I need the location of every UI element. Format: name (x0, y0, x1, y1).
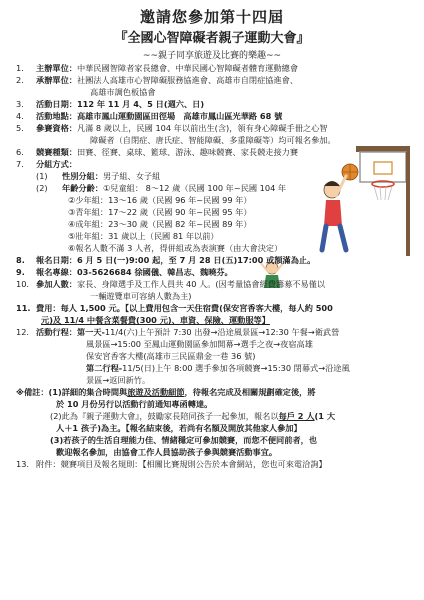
age-group-senior: ⑤壯年組：31 歲以上（民國 81 年以前） (68, 231, 219, 241)
grouping-gender: (1) 性別分組： 男子組、女子組 (36, 171, 161, 181)
item-itinerary: 12. 活動行程： 第一天- 11/4(六)上午預計 7:30 出發→沿途風景區→12:30 午餐→衛武營 (16, 327, 340, 337)
invitation-heading: 邀請您參加第十四屆 (139, 8, 284, 26)
item-registration-date: 8. 報名日期： 6 月 5 日(一)9:00 起，至 7 月 28 日(五)17:00 或額滿為止。 (16, 255, 316, 265)
item-organizer: 1. 主辦單位： 中華民國智障者家長總會、中華民國心智障礙者體育運動總會 (16, 63, 299, 73)
notes-1-cont: 於 10 月份另行以活動行前通知專函轉達。 (56, 399, 213, 409)
item-headcount: 10. 參加人數： 家長、身障選手及工作人員共 40 人。(因考量協會經費籌募不易僅以 (16, 279, 326, 289)
item-eligibility: 5. 參賽資格： 凡滿 8 歲以上，民國 104 年以前出生(含)，領有身心障礙手冊之心智 (16, 123, 328, 133)
item-date: 3. 活動日期： 112 年 11 月 4、5 日(週六、日) (16, 99, 205, 109)
age-group-young-adult: ③青年組：17～22 歲（民國 90 年~民國 95 年） (68, 207, 252, 217)
event-subtitle: ~~親子同享旅遊及比賽的樂趣~~ (142, 51, 282, 61)
item-events: 6. 競賽種類： 田賽、徑賽、桌球、籃球、游泳、趣味競賽、家長競走接力賽 (16, 147, 299, 157)
item-fee-cont: 元)及 11/4 中餐含菜餐費(300 元)、車資、保險、運動服等】 (41, 315, 270, 325)
itinerary-line-3: 保安宮香客大樓(高雄市三民區鼎金一巷 36 號) (86, 351, 256, 361)
notes-2: (2)此為『親子運動大會』，鼓勵家長陪同孩子一起參加，報名以 每戶 2 人 (1 大 (50, 411, 336, 421)
item-attachment: 13. 附件： 競賽項目及報名規則：【相關比賽規則公告於本會網站，您也可來電洽詢】 (16, 459, 327, 469)
itinerary-day2: 第二行程- 11/5(日)上午 8:00 選手參加各項競賽→15:30 閉幕式→沿途風 (86, 363, 350, 373)
notes-3: (3)若孩子的生活自理能力佳、情緒穩定可參加競賽，而您不便同前者，也 (50, 435, 317, 445)
item-venue: 4. 活動地點： 高雄市鳳山運動園區田徑場 高雄市鳳山區光華路 68 號 (16, 111, 283, 121)
item-grouping: 7. 分組方式： (16, 159, 77, 169)
item-eligibility-cont: 障礙者（自閉症、唐氏症、智能障礙、多重障礙等）均可報名參加。 (90, 135, 336, 145)
age-group-note: ⑥報名人數不滿 3 人者，得併組或為表演賽（由大會決定） (68, 243, 283, 253)
age-group-youth: ②少年組：13～16 歲（民國 96 年~民國 99 年） (68, 195, 252, 205)
item-headcount-cont: 一輛遊覽車可容納人數為主) (90, 291, 192, 301)
item-fee: 11. 費用： 每人 1,500 元。【以上費用包含一天住宿費(保安宮香客大樓，每人約 500 (16, 303, 333, 313)
event-title: 『全國心智障礙者親子運動大會』 (114, 31, 310, 46)
notes-1: ※備註： (1)詳細的集合時間與 旅遊及活動細節 ，待報名完成及相關規劃確定後，將 (16, 387, 316, 397)
notes-2-cont: 人＋1 孩子)為主。【報名結束後，若尚有名額及開放其他家人參加】 (56, 423, 302, 433)
age-group-adult: ④成年組：23～30 歲（民國 82 年~民國 89 年） (68, 219, 252, 229)
grouping-age: (2) 年齡分齡： ①兒童組： 8～12 歲（民國 100 年~民國 104 年 (36, 183, 287, 193)
itinerary-line-2: 風景區→15:00 至鳳山運動園區參加開幕→選手之夜→夜宿高雄 (86, 339, 313, 349)
flyer-body (16, 62, 416, 470)
item-hotline: 9. 報名專線： 03-5626684 徐國儀、韓昌志、魏曉芬。 (16, 267, 233, 277)
item-co-organizer-cont: 高雄市調色板協會 (90, 87, 156, 97)
notes-3-cont: 歡迎報名參加，由協會工作人員協助孩子參與競賽活動事宜。 (56, 447, 278, 457)
itinerary-line-5: 景區→返回新竹。 (86, 375, 151, 385)
item-co-organizer: 2. 承辦單位： 社團法人高雄市心智障礙服務協進會、高雄市自閉症協進會、 (16, 75, 299, 85)
